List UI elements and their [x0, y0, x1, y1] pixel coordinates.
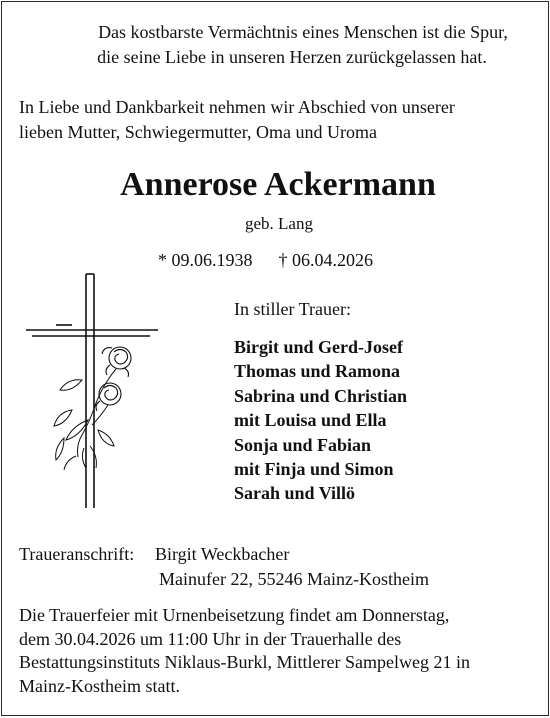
- ceremony-details: [19, 604, 539, 698]
- mourner-item: Sabrina und Christian: [234, 385, 408, 406]
- mourning-label: In stiller Trauer:: [234, 299, 351, 319]
- mourner-item: Sarah und Villö: [234, 483, 356, 504]
- mourning-address: [19, 542, 429, 592]
- address-label: Traueranschrift:: [19, 544, 135, 564]
- death-date: † 06.04.2026: [278, 250, 373, 270]
- mourner-item: mit Finja und Simon: [234, 459, 394, 480]
- ceremony-line-1: Die Trauerfeier mit Urnenbeisetzung findet am Donnerstag,: [19, 605, 450, 625]
- address-line-2: Mainufer 22, 55246 Mainz-Kostheim: [159, 569, 429, 589]
- mourner-item: mit Louisa und Ella: [234, 410, 387, 431]
- memorial-quote: [2, 20, 548, 70]
- intro-line-1: In Liebe und Dankbarkeit nehmen wir Abschied von unserer: [19, 97, 455, 117]
- deceased-name: Annerose Ackermann: [120, 166, 436, 203]
- intro-line-2: lieben Mutter, Schwiegermutter, Oma und Uroma: [19, 122, 377, 142]
- farewell-intro: [19, 95, 539, 145]
- birth-date: * 09.06.1938: [158, 250, 253, 270]
- quote-line-1: Das kostbarste Vermächtnis eines Menschen ist die Spur,: [98, 22, 508, 42]
- life-dates: [158, 248, 458, 272]
- mourner-list: [234, 335, 407, 506]
- address-line-1: Birgit Weckbacher: [155, 544, 290, 564]
- cross-with-roses-icon: [24, 270, 164, 520]
- ceremony-line-4: Mainz-Kostheim statt.: [19, 675, 180, 696]
- mourner-item: Sonja und Fabian: [234, 434, 372, 455]
- birth-name: geb. Lang: [245, 214, 313, 233]
- ceremony-line-3: Bestattungsinstituts Niklaus-Burkl, Mittlerer Sampelweg 21 in: [19, 652, 470, 672]
- obituary-notice: [1, 1, 549, 716]
- quote-line-2: die seine Liebe in unseren Herzen zurückgelassen hat.: [97, 47, 487, 67]
- mourner-item: Birgit und Gerd-Josef: [234, 337, 403, 357]
- ceremony-line-2: dem 30.04.2026 um 11:00 Uhr in der Trauerhalle des: [19, 628, 402, 649]
- mourner-item: Thomas und Ramona: [234, 361, 401, 382]
